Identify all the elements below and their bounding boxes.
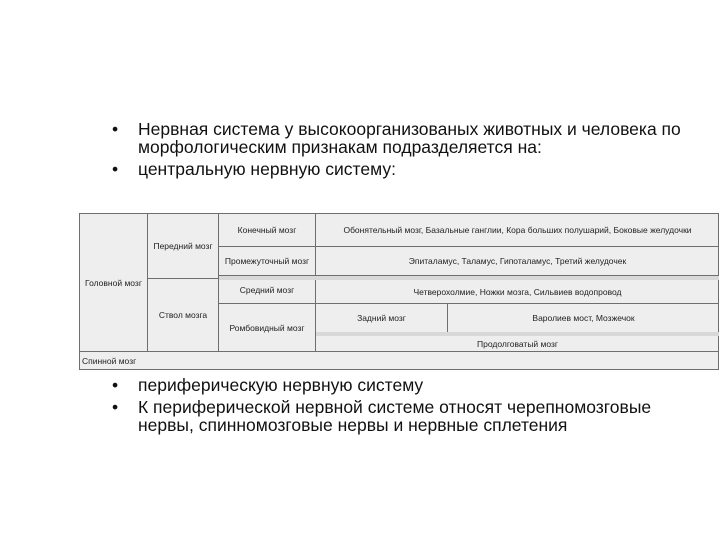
midbrain-parts: Четверохолмие, Ножки мозга, Сильвиев водопровод (413, 286, 622, 297)
head-brain-label: Головной мозг (85, 277, 142, 288)
intro-bullet-list (112, 120, 702, 182)
telencephalon-label: Конечный мозг (237, 225, 297, 235)
hindbrain-parts: Варолиев мост, Мозжечок (532, 313, 635, 323)
telencephalon-parts: Обонятельный мозг, Базальные ганглии, Кора больших полушарий, Боковые желудочки (343, 225, 692, 235)
diencephalon-label: Промежуточный мозг (224, 256, 310, 266)
rhombencephalon-label: Ромбовидный мозг (229, 322, 305, 333)
peripheral-bullet-list (112, 376, 702, 438)
bullet-text: К периферической нервной системе относят черепномозговые нервы, спинномозговые нервы и нервные сплетения (138, 397, 652, 435)
bullet-marker: • (112, 375, 119, 395)
diencephalon-parts: Эпиталамус, Таламус, Гипоталамус, Третий желудочек (408, 256, 627, 266)
bullet-item (112, 160, 702, 178)
bullet-text: Нервная система у высокоорганизованых животных и человека по морфологическим признакам подразделяется на: (138, 119, 681, 157)
bullet-item (112, 120, 702, 156)
bullet-item (112, 398, 702, 434)
bullet-text: центральную нервную систему: (138, 159, 396, 179)
hindbrain-label: Задний мозг (357, 313, 406, 323)
brainstem-label: Ствол мозга (158, 310, 208, 320)
bullet-text: периферическую нервную систему (138, 375, 424, 395)
bullet-marker: • (112, 119, 119, 139)
bullet-item (112, 376, 702, 394)
bullet-marker: • (112, 397, 119, 417)
medulla-label: Продолговатый мозг (476, 338, 559, 349)
forebrain-label: Передний мозг (153, 241, 213, 251)
cns-structure-diagram (79, 213, 719, 370)
spinal-cord-label: Спинной мозг (82, 355, 137, 366)
bullet-marker: • (112, 159, 119, 179)
midbrain-label: Средний мозг (239, 284, 295, 295)
